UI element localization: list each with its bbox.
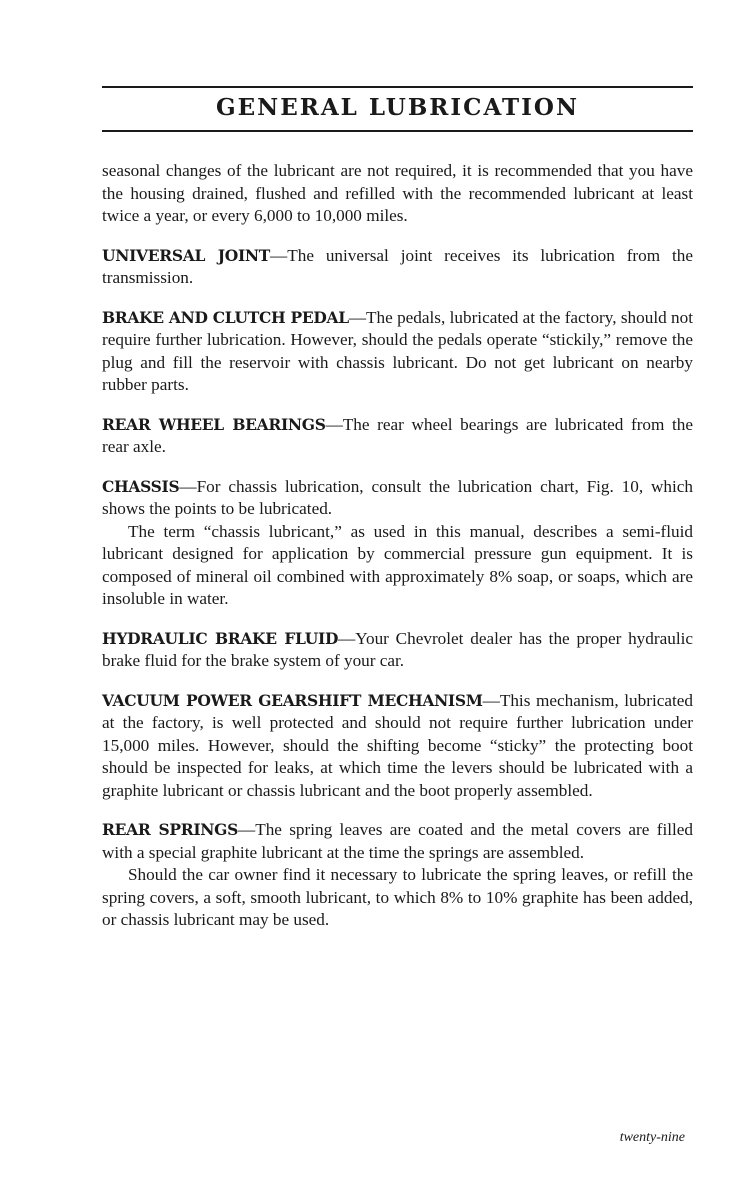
section-text: —Your Chevrolet dealer has the proper hydraulic brake fluid for the brake system of your car. <box>102 628 693 670</box>
section-text: —The rear wheel bearings are lubricated from the rear axle. <box>102 414 694 456</box>
section-text: —This mechanism, lubricated at the factory, is well protected and should not require further lubrication under 15,000 miles. However, should the shifting become “sticky” the protecting boot should be inspected for leaks, at which time the levers should be lubricated with a graphite lubricant or chassis lubricant and the boot properly assembled. <box>102 690 693 800</box>
section-chassis <box>102 476 693 611</box>
section-heading: REAR WHEEL BEARINGS <box>102 414 326 434</box>
header-rule-bottom <box>102 130 693 132</box>
section-heading: HYDRAULIC BRAKE FLUID <box>102 628 339 648</box>
section-paragraph-2: The term “chassis lubricant,” as used in this manual, describes a semi-fluid lubricant designed for application by commercial pressure gun equipment. It is composed of mineral oil combined with approximately 8% soap, or soaps, which are insoluble in water. <box>102 521 693 608</box>
page-content <box>102 160 693 949</box>
page-number: twenty-nine <box>619 1130 685 1145</box>
section-paragraph <box>102 476 693 521</box>
section-paragraph <box>102 414 693 459</box>
header-rule-top <box>102 86 693 88</box>
intro-section <box>102 160 693 228</box>
section-heading: REAR SPRINGS <box>102 820 239 839</box>
section-paragraph <box>102 628 693 673</box>
section-text: —The pedals, lubricated at the factory, should not require further lubrication. However, should the pedals operate “stickily,” remove the plug and fill the reservoir with chassis lubricant. Do not get lubricant on nearby rubber parts. <box>102 307 693 394</box>
section-heading: UNIVERSAL JOINT <box>102 245 271 265</box>
section-text: —For chassis lubrication, consult the lubrication chart, Fig. 10, which shows the points to be lubricated. <box>102 476 693 518</box>
section-rear-wheel-bearings <box>102 414 693 459</box>
section-brake-clutch-pedal <box>102 307 693 397</box>
section-heading: CHASSIS <box>102 476 180 496</box>
section-rear-springs <box>102 819 693 932</box>
section-universal-joint <box>102 245 693 290</box>
section-paragraph <box>102 690 693 803</box>
section-heading: VACUUM POWER GEARSHIFT MECHANISM <box>102 690 483 710</box>
section-hydraulic-brake-fluid <box>102 628 693 673</box>
page-title: GENERAL LUBRICATION <box>216 94 579 121</box>
section-paragraph <box>102 819 693 864</box>
section-text: —The spring leaves are coated and the metal covers are filled with a special graphite lubricant at the time the springs are assembled. <box>102 820 693 862</box>
section-paragraph <box>102 307 693 397</box>
section-text: —The universal joint receives its lubrication from the transmission. <box>102 245 693 287</box>
intro-paragraph: seasonal changes of the lubricant are not required, it is recommended that you have the housing drained, flushed and refilled with the recommended lubricant at least twice a year, or every 6,000 to 10,000 miles. <box>102 161 693 225</box>
section-paragraph <box>102 245 693 290</box>
section-vacuum-power-gearshift <box>102 690 693 803</box>
section-paragraph-2: Should the car owner find it necessary to lubricate the spring leaves, or refill the spring covers, a soft, smooth lubricant, to which 8% to 10% graphite has been added, or chassis lubricant may be used. <box>102 865 693 929</box>
section-heading: BRAKE AND CLUTCH PEDAL <box>102 307 349 327</box>
